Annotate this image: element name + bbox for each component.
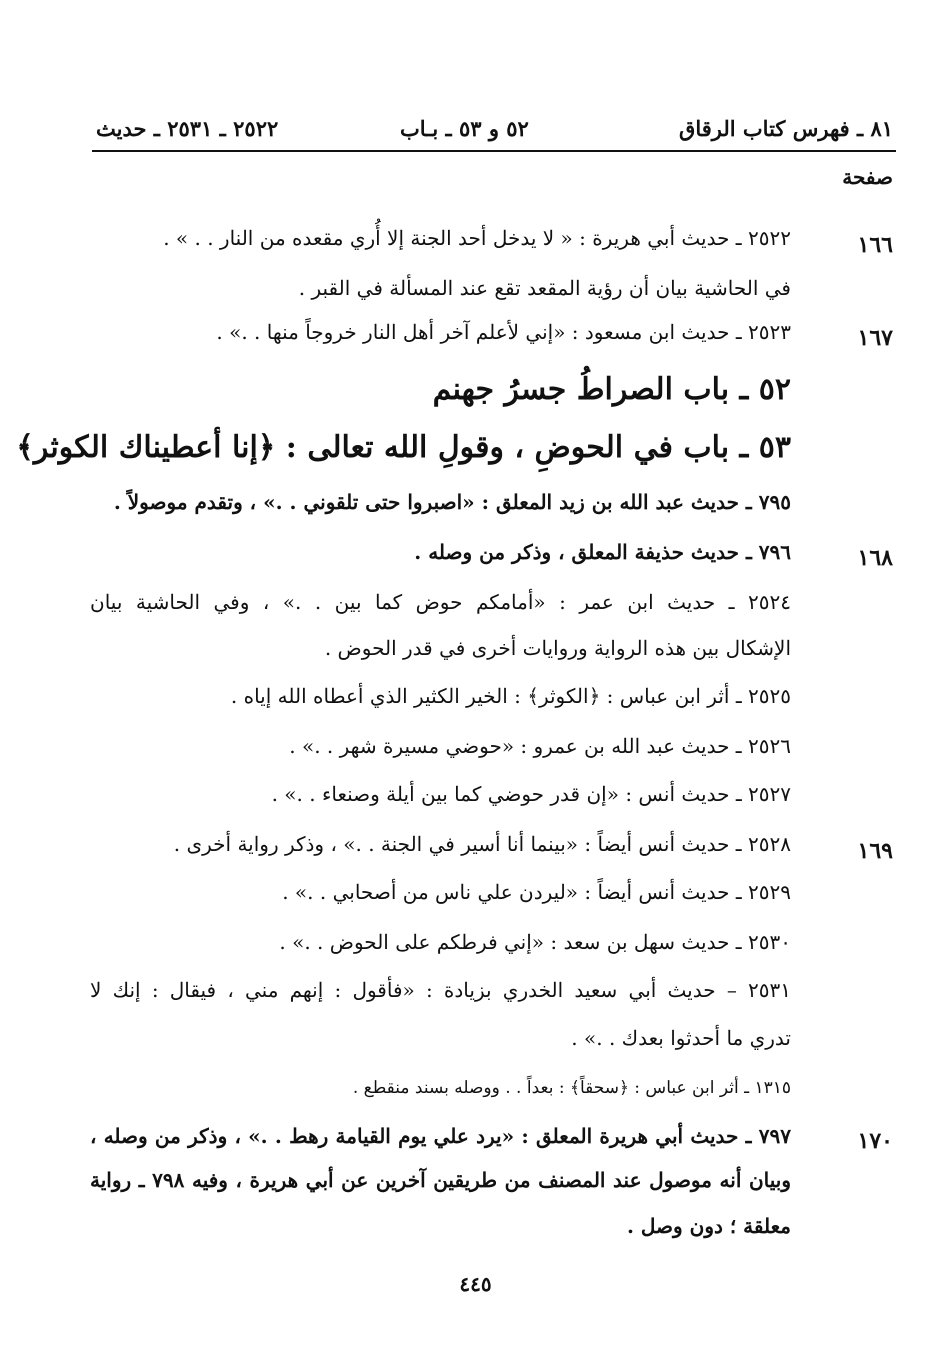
header-rule xyxy=(92,150,896,152)
entry-796: ٧٩٦ ـ حديث حذيفة المعلق ، وذكر من وصله . xyxy=(414,540,791,564)
entry-2522-line1: ٢٥٢٢ ـ حديث أبي هريرة : « لا يدخل أحد الجنة إلا أُري مقعده من النار . . » . xyxy=(163,226,791,250)
entry-2523: ٢٥٢٣ ـ حديث ابن مسعود : «إني لأعلم آخر أهل النار خروجاً منها . .» . xyxy=(216,320,791,344)
page-ref-169: ١٦٩ xyxy=(857,838,893,864)
page-ref-170: ١٧٠ xyxy=(857,1128,893,1154)
entry-2525: ٢٥٢٥ ـ أثر ابن عباس : ﴿الكوثر﴾ : الخير الكثير الذي أعطاه الله إياه . xyxy=(230,684,791,708)
entry-2524-line1: ٢٥٢٤ ـ حديث ابن عمر : «أمامكم حوض كما بين . .» ، وفي الحاشية بيان xyxy=(90,590,791,614)
entry-2528: ٢٥٢٨ ـ حديث أنس أيضاً : «بينما أنا أسير في الجنة . .» ، وذكر رواية أخرى . xyxy=(173,832,791,856)
running-header-right: ٨١ ـ فهرس كتاب الرقاق xyxy=(679,116,893,141)
entry-797-line1: ٧٩٧ ـ حديث أبي هريرة المعلق : «يرد علي يوم القيامة رهط . .» ، وذكر من وصله ، xyxy=(90,1124,791,1148)
entry-1315: ١٣١٥ ـ أثر ابن عباس : ﴿سحقاً﴾ : بعداً . . ووصله بسند منقطع . xyxy=(352,1078,791,1098)
entry-795: ٧٩٥ ـ حديث عبد الله بن زيد المعلق : «اصبروا حتى تلقوني . .» ، وتقدم موصولاً . xyxy=(113,490,791,514)
running-header-left: ٢٥٢٢ ـ ٢٥٣١ ـ حديث xyxy=(96,116,279,141)
entry-2527: ٢٥٢٧ ـ حديث أنس : «إن قدر حوضي كما بين أيلة وصنعاء . .» . xyxy=(271,782,791,806)
entry-797-line3: معلقة ؛ دون وصل . xyxy=(626,1214,791,1238)
entry-2531-line2: تدري ما أحدثوا بعدك . .» . xyxy=(571,1026,791,1050)
entry-2524-line2: الإشكال بين هذه الرواية وروايات أخرى في قدر الحوض . xyxy=(324,636,791,660)
page-ref-168: ١٦٨ xyxy=(857,545,893,571)
running-header-center: ٥٢ و ٥٣ ـ بـاب xyxy=(400,116,529,141)
entry-2531-line1: ٢٥٣١ – حديث أبي سعيد الخدري بزيادة : «فأقول : إنهم مني ، فيقال : إنك لا xyxy=(90,978,791,1002)
entry-797-line2: وبيان أنه موصول عند المصنف من طريقين آخرين عن أبي هريرة ، وفيه ٧٩٨ ـ رواية xyxy=(90,1168,791,1192)
page-ref-166: ١٦٦ xyxy=(857,232,893,258)
entry-2530: ٢٥٣٠ ـ حديث سهل بن سعد : «إني فرطكم على الحوض . .» . xyxy=(279,930,791,954)
entry-2529: ٢٥٢٩ ـ حديث أنس أيضاً : «ليردن علي ناس من أصحابي . .» . xyxy=(282,880,791,904)
page-ref-167: ١٦٧ xyxy=(857,325,893,351)
chapter-title-53: ٥٣ ـ باب في الحوضِ ، وقولِ الله تعالى : ﴿إنا أعطيناك الكوثر﴾ xyxy=(16,430,791,465)
entry-2526: ٢٥٢٦ ـ حديث عبد الله بن عمرو : «حوضي مسيرة شهر . .» . xyxy=(289,734,791,758)
entry-2522-line2: في الحاشية بيان أن رؤية المقعد تقع عند المسألة في القبر . xyxy=(298,276,791,300)
page-column-label: صفحة xyxy=(842,165,893,189)
page-number: ٤٤٥ xyxy=(459,1272,492,1296)
chapter-title-52: ٥٢ ـ باب الصراطُ جسرُ جهنم xyxy=(432,372,791,407)
